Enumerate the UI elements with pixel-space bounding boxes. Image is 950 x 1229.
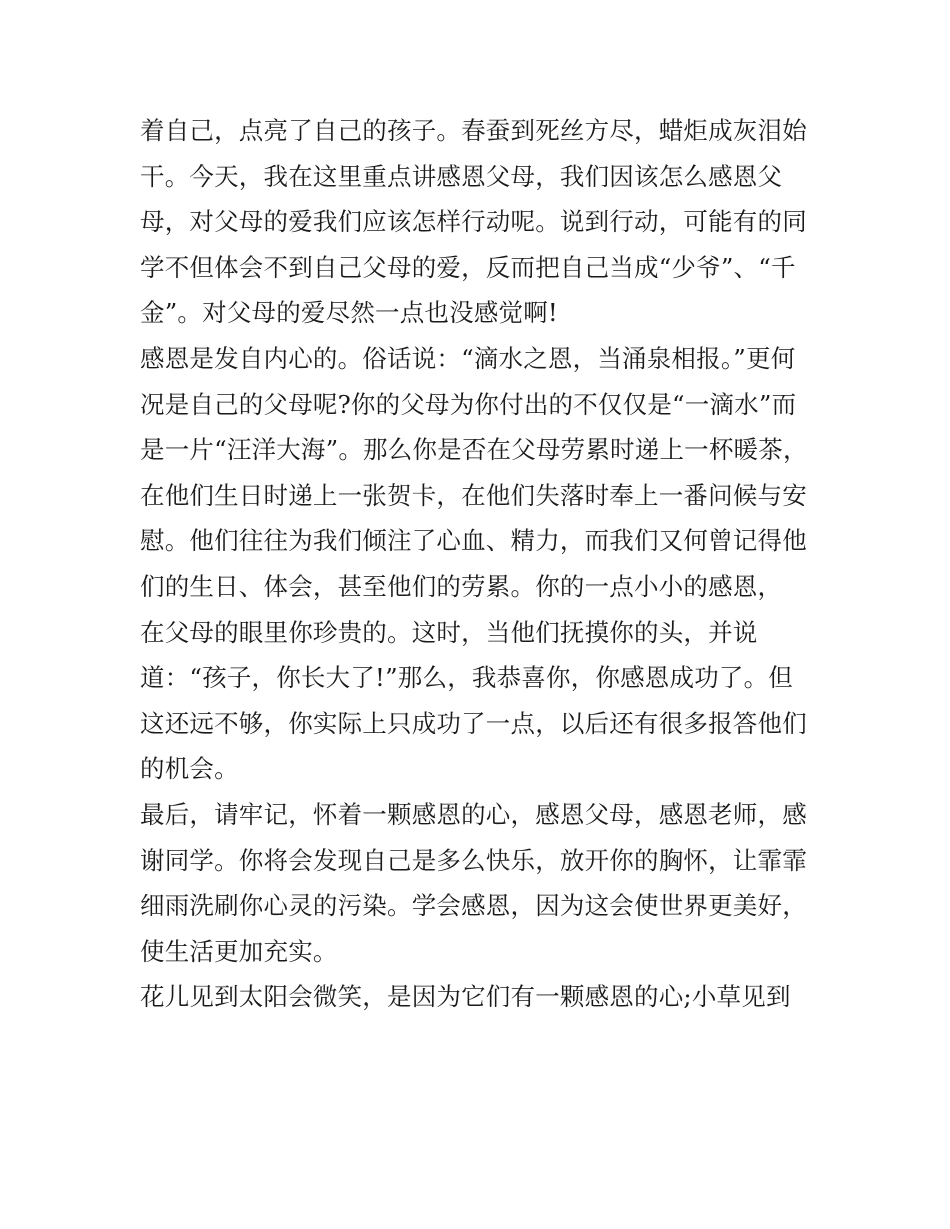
text-line: 的机会。	[140, 754, 239, 784]
text-line: 使生活更加充实。	[140, 936, 338, 966]
text-line: 谢同学。你将会发现自己是多么快乐，放开你的胸怀，让霏霏	[140, 845, 807, 875]
text-line: 着自己，点亮了自己的孩子。春蚕到死丝方尽，蜡炬成灰泪始	[140, 116, 807, 145]
text-line: 最后，请牢记，怀着一颗感恩的心，感恩父母，感恩老师，感	[140, 799, 807, 829]
text-line: 在父母的眼里你珍贵的。这时，当他们抚摸你的头，并说	[140, 617, 758, 647]
text-line: 慰。他们往往为我们倾注了心血、精力，而我们又何曾记得他	[140, 526, 807, 556]
text-line: 感恩是发自内心的。俗话说：“滴水之恩，当涌泉相报。”更何	[140, 343, 796, 373]
text-line: 金”。对父母的爱尽然一点也没感觉啊!	[140, 298, 558, 328]
text-line: 学不但体会不到自己父母的爱，反而把自己当成“少爷”、“千	[140, 252, 796, 282]
document-body	[140, 108, 820, 1020]
text-line: 母，对父母的爱我们应该怎样行动呢。说到行动，可能有的同	[140, 207, 807, 237]
text-line: 这还远不够，你实际上只成功了一点，以后还有很多报答他们	[140, 708, 807, 738]
text-line: 干。今天，我在这里重点讲感恩父母，我们因该怎么感恩父	[140, 161, 783, 191]
text-line: 们的生日、体会，甚至他们的劳累。你的一点小小的感恩，	[140, 571, 783, 601]
text-line: 细雨洗刷你心灵的污染。学会感恩，因为这会使世界更美好，	[140, 891, 807, 921]
text-line: 花儿见到太阳会微笑，是因为它们有一颗感恩的心;小草见到	[140, 982, 791, 1012]
text-line: 况是自己的父母呢?你的父母为你付出的不仅仅是“一滴水”而	[140, 389, 797, 419]
text-line: 是一片“汪洋大海”。那么你是否在父母劳累时递上一杯暖茶，	[140, 435, 808, 465]
text-line: 在他们生日时递上一张贺卡，在他们失落时奉上一番问候与安	[140, 480, 807, 510]
text-line: 道：“孩子，你长大了!”那么，我恭喜你，你感恩成功了。但	[140, 663, 793, 693]
